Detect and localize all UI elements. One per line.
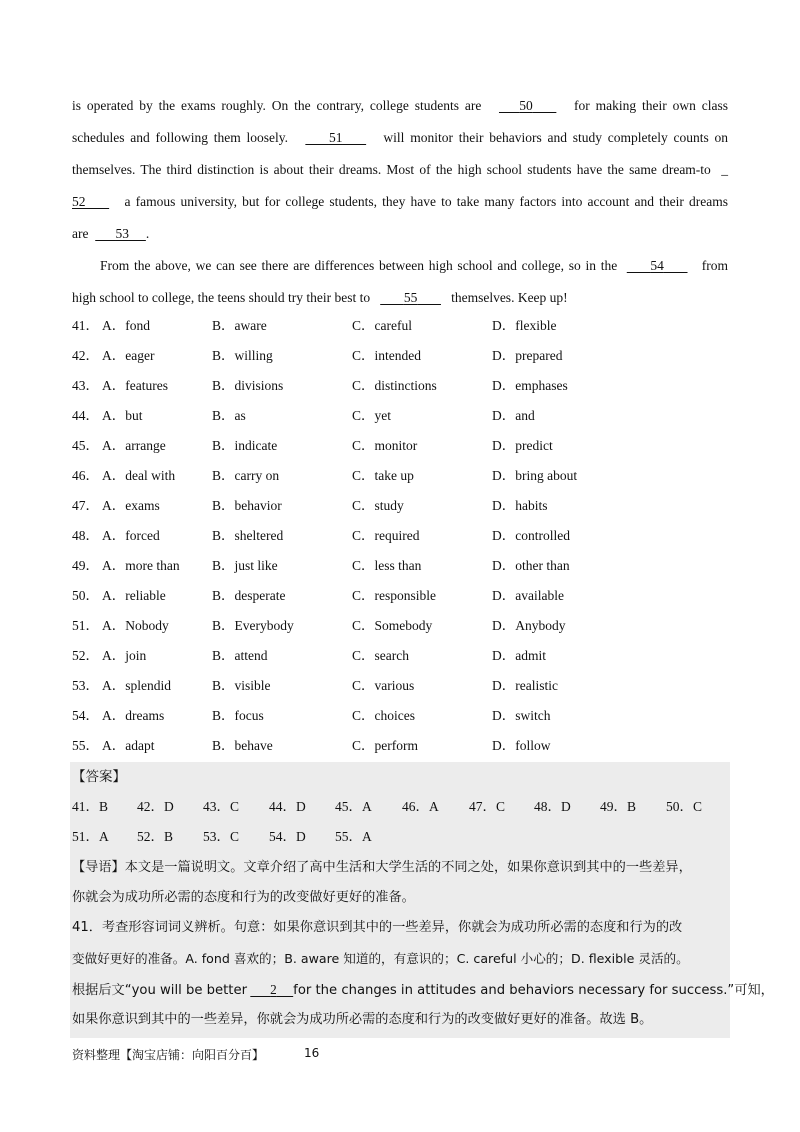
explanation-text: 如果你意识到其中的一些差异，你就会为成功所必需的态度和行为的改变做好更好的准备。故选 B。	[72, 1012, 653, 1027]
answer-row: 51．A 52．B 53．C 54．D 55．A	[72, 829, 372, 844]
option-row: 54． A．dreams B．focus C．choices D．switch	[72, 708, 551, 723]
blank-2: 2	[270, 982, 277, 997]
option-row: 47． A．exams B．behavior C．study D．habits	[72, 498, 548, 513]
option-row: 45． A．arrange B．indicate C．monitor D．predict	[72, 438, 553, 453]
explanation-text: 41．考查形容词词义辨析。句意：如果你意识到其中的一些差异，你就会为成功所必需的态度和行为的改	[72, 920, 683, 935]
passage-line: 52 a famous university, but for college students, they have to take many factors into account and their dreams	[72, 186, 728, 218]
option-row: 52． A．join B．attend C．search D．admit	[72, 648, 546, 663]
options-list	[72, 311, 732, 761]
answer-row: 41．B 42．D 43．C 44．D 45．A 46．A 47．C 48．D 49．B 50．C	[72, 799, 703, 814]
passage-line: From the above, we can see there are differences between high school and college, so in the 54 from	[72, 250, 728, 282]
page-footer	[72, 1046, 320, 1063]
guide-text: 你就会为成功所必需的态度和行为的改变做好更好的准备。	[72, 890, 415, 905]
blank-53: 53	[115, 226, 129, 241]
blank-55: 55	[403, 290, 418, 305]
passage-paragraph	[72, 250, 728, 314]
guide-text: 【导语】本文是一篇说明文。文章介绍了高中生活和大学生活的不同之处，如果你意识到其中的一些差异，	[72, 860, 692, 875]
option-row: 49． A．more than B．just like C．less than D．other than	[72, 558, 570, 573]
blank-51: 51	[328, 130, 343, 145]
explanation-text: 根据后文“you will be better 2 for the changes in attitudes and behaviors necessary for success.”可知，	[72, 975, 732, 1006]
passage-line: schedules and following them loosely. 51 will monitor their behaviors and study completely counts on	[72, 122, 728, 154]
page-number: 16	[304, 1046, 320, 1060]
answer-heading: 【答案】	[72, 769, 126, 785]
passage-line: themselves. The third distinction is about their dreams. Most of the high school students have the same dream-to _	[72, 162, 728, 177]
option-row: 50． A．reliable B．desperate C．responsible D．available	[72, 588, 564, 603]
blank-50: 50	[519, 98, 533, 113]
footer-source: 资料整理【淘宝店铺：向阳百分百】	[72, 1048, 265, 1062]
option-row: 42． A．eager B．willing C．intended D．prepared	[72, 348, 563, 363]
passage-line: high school to college, the teens should try their best to 55 themselves. Keep up!	[72, 282, 728, 314]
option-row: 55． A．adapt B．behave C．perform D．follow	[72, 738, 551, 753]
blank-54: 54	[650, 258, 664, 273]
blank-52: 52	[72, 194, 86, 209]
option-row: 43． A．features B．divisions C．distinctions D．emphases	[72, 378, 568, 393]
option-row: 44． A．but B．as C．yet D．and	[72, 408, 535, 423]
option-row: 46． A．deal with B．carry on C．take up D．bring about	[72, 468, 578, 483]
passage-line: are 53 .	[72, 218, 728, 250]
explanation-text: 变做好更好的准备。A. fond 喜欢的；B. aware 知道的，有意识的；C. careful 小心的；D. flexible 灵活的。	[72, 951, 689, 966]
passage-line: is operated by the exams roughly. On the contrary, college students are 50 for making their own class	[72, 90, 728, 122]
option-row: 48． A．forced B．sheltered C．required D．controlled	[72, 528, 570, 543]
option-row: 51． A．Nobody B．Everybody C．Somebody D．Anybody	[72, 618, 566, 633]
passage-paragraph	[72, 90, 728, 250]
option-row: 41． A．fond B．aware C．careful D．flexible	[72, 318, 557, 333]
option-row: 53． A．splendid B．visible C．various D．realistic	[72, 678, 558, 693]
